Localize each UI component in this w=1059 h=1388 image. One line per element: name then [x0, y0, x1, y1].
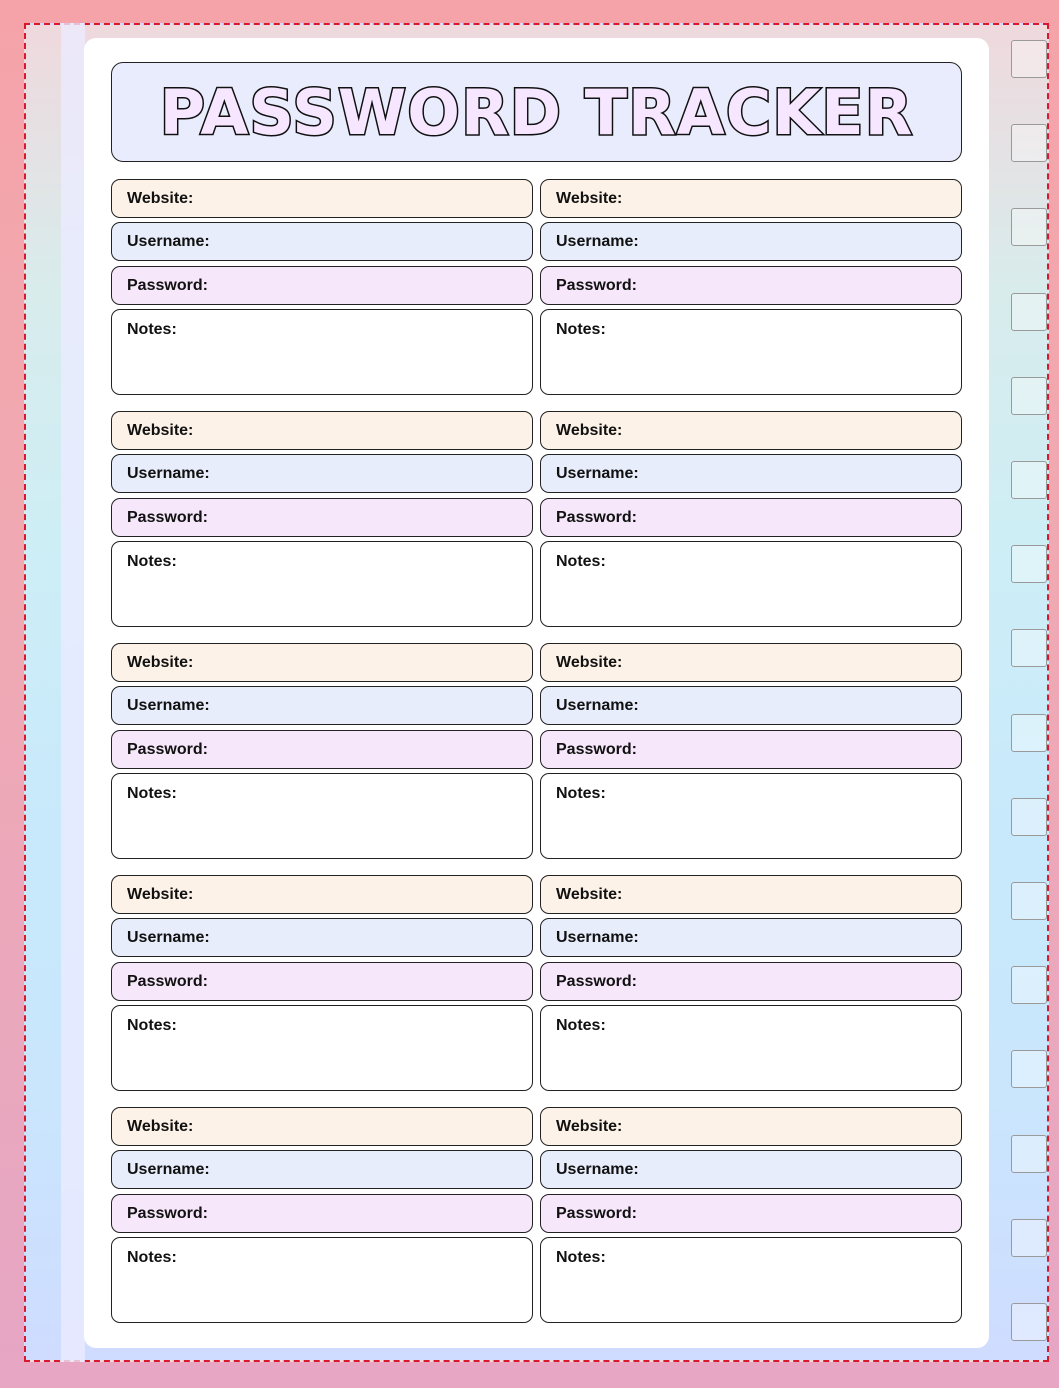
username-label: Username:: [127, 697, 210, 714]
password-label: Password:: [556, 277, 637, 294]
password-field[interactable]: [111, 266, 533, 305]
username-label: Username:: [556, 1161, 639, 1178]
side-tab[interactable]: [1011, 461, 1047, 499]
password-label: Password:: [556, 741, 637, 758]
username-field[interactable]: [111, 1150, 533, 1189]
notes-label: Notes:: [127, 785, 177, 802]
notes-field[interactable]: [111, 309, 533, 395]
password-field[interactable]: [540, 1194, 962, 1233]
website-field[interactable]: [111, 643, 533, 682]
password-label: Password:: [556, 509, 637, 526]
side-tab[interactable]: [1011, 882, 1047, 920]
password-label: Password:: [127, 1205, 208, 1222]
username-label: Username:: [556, 697, 639, 714]
username-field[interactable]: [111, 222, 533, 261]
side-tab[interactable]: [1011, 124, 1047, 162]
username-field[interactable]: [111, 918, 533, 957]
notes-field[interactable]: [111, 541, 533, 627]
password-field[interactable]: [540, 498, 962, 537]
side-tab[interactable]: [1011, 1135, 1047, 1173]
notes-label: Notes:: [127, 553, 177, 570]
password-label: Password:: [127, 509, 208, 526]
side-tab[interactable]: [1011, 377, 1047, 415]
notes-label: Notes:: [127, 1017, 177, 1034]
binder-strip: [61, 23, 85, 1362]
password-label: Password:: [556, 973, 637, 990]
notes-field[interactable]: [540, 541, 962, 627]
side-tab[interactable]: [1011, 714, 1047, 752]
username-label: Username:: [127, 465, 210, 482]
side-tab[interactable]: [1011, 1303, 1047, 1341]
password-field[interactable]: [111, 962, 533, 1001]
username-field[interactable]: [540, 918, 962, 957]
notes-label: Notes:: [556, 1249, 606, 1266]
notes-label: Notes:: [556, 321, 606, 338]
password-field[interactable]: [540, 266, 962, 305]
password-field[interactable]: [111, 498, 533, 537]
notes-field[interactable]: [111, 1005, 533, 1091]
username-label: Username:: [556, 929, 639, 946]
side-tab[interactable]: [1011, 293, 1047, 331]
username-label: Username:: [556, 233, 639, 250]
website-field[interactable]: [540, 1107, 962, 1146]
website-label: Website:: [556, 422, 623, 439]
website-field[interactable]: [111, 875, 533, 914]
password-field[interactable]: [540, 962, 962, 1001]
side-tab[interactable]: [1011, 545, 1047, 583]
website-label: Website:: [127, 1118, 194, 1135]
notes-field[interactable]: [540, 1237, 962, 1323]
username-label: Username:: [556, 465, 639, 482]
username-field[interactable]: [540, 222, 962, 261]
password-label: Password:: [127, 277, 208, 294]
side-tab[interactable]: [1011, 208, 1047, 246]
side-tab[interactable]: [1011, 966, 1047, 1004]
username-field[interactable]: [540, 686, 962, 725]
website-label: Website:: [127, 886, 194, 903]
website-field[interactable]: [111, 179, 533, 218]
side-tab[interactable]: [1011, 1219, 1047, 1257]
website-label: Website:: [127, 190, 194, 207]
title-banner: [111, 62, 962, 162]
password-field[interactable]: [111, 730, 533, 769]
website-label: Website:: [127, 422, 194, 439]
notes-field[interactable]: [111, 773, 533, 859]
notes-field[interactable]: [540, 309, 962, 395]
notes-label: Notes:: [556, 785, 606, 802]
username-label: Username:: [127, 1161, 210, 1178]
side-tab[interactable]: [1011, 1050, 1047, 1088]
password-field[interactable]: [540, 730, 962, 769]
notes-label: Notes:: [127, 321, 177, 338]
username-field[interactable]: [111, 686, 533, 725]
page-title: PASSWORD TRACKER: [159, 75, 914, 149]
website-field[interactable]: [540, 643, 962, 682]
website-field[interactable]: [540, 179, 962, 218]
username-label: Username:: [127, 929, 210, 946]
website-label: Website:: [556, 1118, 623, 1135]
password-field[interactable]: [111, 1194, 533, 1233]
website-field[interactable]: [111, 411, 533, 450]
password-label: Password:: [127, 741, 208, 758]
website-label: Website:: [556, 190, 623, 207]
side-tab[interactable]: [1011, 40, 1047, 78]
website-label: Website:: [127, 654, 194, 671]
username-field[interactable]: [111, 454, 533, 493]
password-label: Password:: [556, 1205, 637, 1222]
password-label: Password:: [127, 973, 208, 990]
notes-field[interactable]: [540, 773, 962, 859]
website-field[interactable]: [111, 1107, 533, 1146]
side-tab[interactable]: [1011, 629, 1047, 667]
username-label: Username:: [127, 233, 210, 250]
username-field[interactable]: [540, 1150, 962, 1189]
website-label: Website:: [556, 654, 623, 671]
username-field[interactable]: [540, 454, 962, 493]
notes-field[interactable]: [540, 1005, 962, 1091]
notes-field[interactable]: [111, 1237, 533, 1323]
website-field[interactable]: [540, 411, 962, 450]
side-tab[interactable]: [1011, 798, 1047, 836]
notes-label: Notes:: [127, 1249, 177, 1266]
notes-label: Notes:: [556, 553, 606, 570]
website-field[interactable]: [540, 875, 962, 914]
website-label: Website:: [556, 886, 623, 903]
notes-label: Notes:: [556, 1017, 606, 1034]
